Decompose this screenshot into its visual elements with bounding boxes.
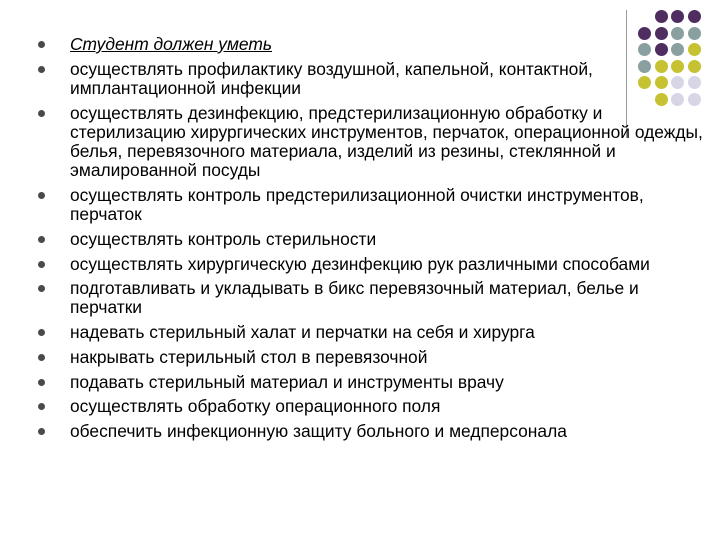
bullet-icon <box>38 428 45 435</box>
list-item-text: подготавливать и укладывать в бикс перевязочный материал, белье и перчатки <box>70 278 639 318</box>
bullet-icon <box>38 236 45 243</box>
list-item-text: осуществлять хирургическую дезинфекцию рук различными способами <box>70 253 650 274</box>
list-item-text: обеспечить инфекционную защиту больного и медперсонала <box>70 420 567 441</box>
list-item <box>46 60 706 98</box>
list-item <box>46 186 706 224</box>
bullet-icon <box>38 261 45 268</box>
list-item-text: осуществлять дезинфекцию, предстерилизационную обработку и стерилизацию хирургических инструментов, перчаток, операционной одежды, белья, перевязочного материала, изделий из резины, стеклянной и эмалированной посуды <box>70 102 703 181</box>
decorative-dot <box>655 10 668 23</box>
bullet-icon <box>38 354 45 361</box>
bullet-icon <box>38 41 45 48</box>
bullet-icon <box>38 110 45 117</box>
list-item <box>46 397 706 416</box>
slide-content <box>46 35 706 447</box>
list-item-text: осуществлять контроль предстерилизационной очистки инструментов, перчаток <box>70 184 644 225</box>
decorative-dot <box>671 10 684 23</box>
bullet-icon <box>38 403 45 410</box>
heading-text: Студент должен уметь <box>70 34 273 54</box>
list-item <box>46 422 706 441</box>
list-item-text: осуществлять контроль стерильности <box>70 228 377 249</box>
list-item <box>46 279 706 317</box>
list-item <box>46 255 706 274</box>
list-item-text: осуществлять обработку операционного поля <box>70 396 441 417</box>
list-heading <box>46 35 706 54</box>
bullet-icon <box>38 379 45 386</box>
list-item-text: надевать стерильный халат и перчатки на себя и хирурга <box>70 322 535 343</box>
list-item-text: подавать стерильный материал и инструменты врачу <box>70 371 504 392</box>
list-item <box>46 104 706 181</box>
decorative-dot <box>688 10 701 23</box>
list-item <box>46 230 706 249</box>
list-item <box>46 373 706 392</box>
bullet-list <box>46 35 706 441</box>
list-item <box>46 323 706 342</box>
list-item-text: накрывать стерильный стол в перевязочной <box>70 346 428 367</box>
list-item <box>46 348 706 367</box>
bullet-icon <box>38 329 45 336</box>
bullet-icon <box>38 192 45 199</box>
bullet-icon <box>38 66 45 73</box>
bullet-icon <box>38 285 45 292</box>
list-item-text: осуществлять профилактику воздушной, капельной, контактной, имплантационной инфекции <box>70 58 593 98</box>
